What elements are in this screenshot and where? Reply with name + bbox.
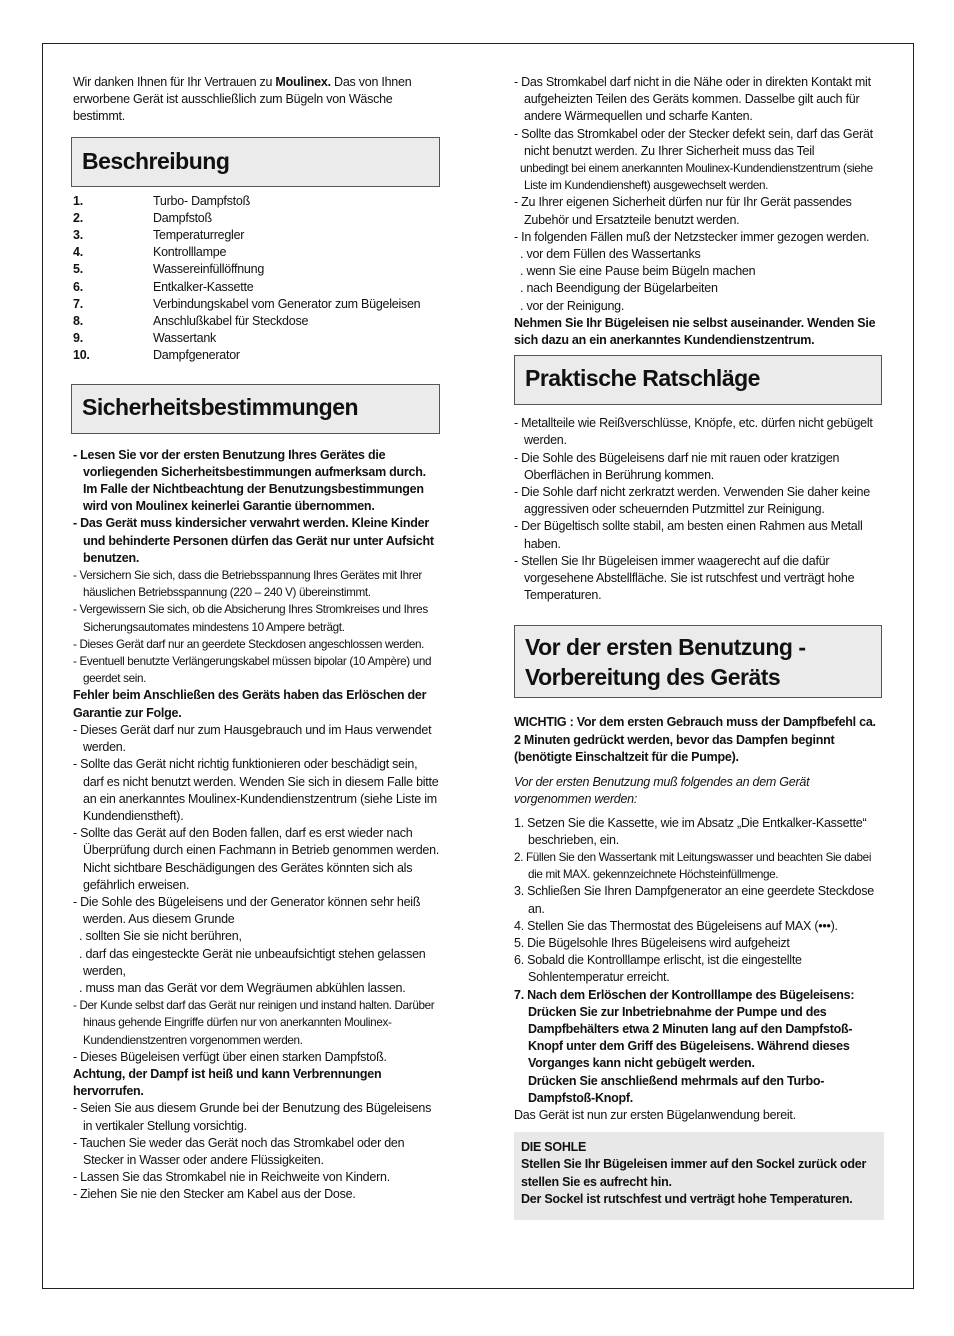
part-number: 4. bbox=[73, 245, 83, 260]
part-number: 2. bbox=[73, 210, 83, 225]
steps-list bbox=[514, 815, 884, 1107]
safety-item: . sollten Sie sie nicht berühren, bbox=[79, 929, 242, 944]
safety-item: Achtung, der Dampf ist heiß und kann Verbrennungen hervorrufen. bbox=[73, 1066, 382, 1099]
step-item: 6. Sobald die Kontrolllampe erlischt, ist die eingestellte Sohlentemperatur erreicht. bbox=[514, 953, 802, 985]
part-number: 5. bbox=[73, 262, 83, 277]
safety-item: - Sollte das Stromkabel oder der Stecker defekt sein, darf das Gerät nicht benutzt werden. Zu Ihrer Sicherheit muss das Teil bbox=[514, 126, 873, 158]
safety-item: - Dieses Bügeleisen verfügt über einen starken Dampfstoß. bbox=[73, 1049, 387, 1064]
safety-item: - Eventuell benutzte Verlängerungskabel müssen bipolar (10 Ampère) und geerdet sein. bbox=[73, 655, 432, 686]
intro-brand: Moulinex. bbox=[275, 75, 331, 89]
safety-item: . muss man das Gerät vor dem Wegräumen abkühlen lassen. bbox=[79, 980, 406, 995]
part-number: 7. bbox=[73, 296, 83, 311]
part-number: 3. bbox=[73, 228, 83, 243]
intro-text bbox=[73, 74, 441, 126]
part-label: Turbo- Dampfstoß bbox=[153, 193, 250, 208]
part-label: Kontrolllampe bbox=[153, 245, 227, 260]
intro-post: Das von Ihnen erworbene Gerät ist ausschließlich zum Bügeln von Wäsche bestimmt. bbox=[73, 75, 412, 124]
part-label: Entkalker-Kassette bbox=[153, 279, 254, 294]
safety-item: . vor dem Füllen des Wassertanks bbox=[520, 247, 701, 262]
tip-item: - Die Sohle des Bügeleisens darf nie mit rauen oder kratzigen Oberflächen in Berührung kommen. bbox=[514, 450, 840, 482]
before-use-note: Vor der ersten Benutzung muß folgendes an dem Gerät vorgenommen werden: bbox=[514, 775, 810, 807]
safety-item: . wenn Sie eine Pause beim Bügeln machen bbox=[520, 264, 756, 279]
heading-safety: Sicherheitsbestimmungen bbox=[71, 384, 440, 434]
step-item: 1. Setzen Sie die Kassette, wie im Absatz „Die Entkalker-Kassette“ beschrieben, ein. bbox=[514, 815, 867, 847]
step-item: 4. Stellen Sie das Thermostat des Bügeleisens auf MAX (•••). bbox=[514, 918, 838, 933]
safety-item: - Das Gerät muss kindersicher verwahrt werden. Kleine Kinder und behinderte Personen dürfen das Gerät nur unter Aufsicht benutzen. bbox=[73, 516, 434, 565]
tip-item: - Die Sohle darf nicht zerkratzt werden. Verwenden Sie daher keine aggressiven oder scheuernden Putzmittel zur Reinigung. bbox=[514, 485, 870, 517]
important-note: WICHTIG : Vor dem ersten Gebrauch muss der Dampfbefehl ca. 2 Minuten gedrückt werden, bevor das Dampfen beginnt (benötigte Einschaltzeit für die Pumpe). bbox=[514, 715, 876, 764]
part-label: Temperaturregler bbox=[153, 228, 245, 243]
safety-item: - Vergewissern Sie sich, ob die Absicherung Ihres Stromkreises und Ihres Sicherungsautomates mindestens 10 Ampere beträgt. bbox=[73, 603, 428, 634]
safety-item: - Ziehen Sie nie den Stecker am Kabel aus der Dose. bbox=[73, 1187, 356, 1202]
part-label: Dampfgenerator bbox=[153, 348, 240, 363]
part-number: 8. bbox=[73, 314, 83, 329]
part-label: Verbindungskabel vom Generator zum Bügeleisen bbox=[153, 296, 421, 311]
tip-item: - Der Bügeltisch sollte stabil, am besten einen Rahmen aus Metall haben. bbox=[514, 519, 863, 551]
part-label: Wassereinfüllöffnung bbox=[153, 262, 265, 277]
safety-item: - Dieses Gerät darf nur an geerdete Steckdosen angeschlossen werden. bbox=[73, 637, 425, 651]
part-number: 6. bbox=[73, 279, 83, 294]
heading-first-use bbox=[514, 625, 882, 698]
part-number: 1. bbox=[73, 193, 83, 208]
part-item bbox=[73, 210, 441, 227]
safety-item: - Lesen Sie vor der ersten Benutzung Ihres Gerätes die vorliegenden Sicherheitsbestimmungen aufmerksam durch. Im Falle der Nichtbeachtung der Benutzungsbestimmungen wird von Moulinex keinerlei Garantie übernommen. bbox=[73, 447, 426, 514]
safety-item: . nach Beendigung der Bügelarbeiten bbox=[520, 281, 718, 296]
heading-tips: Praktische Ratschläge bbox=[514, 355, 882, 405]
part-item bbox=[73, 296, 441, 313]
heading-description: Beschreibung bbox=[71, 137, 440, 187]
step-item: 7. Nach dem Erlöschen der Kontrolllampe des Bügeleisens: Drücken Sie zur Inbetriebnahme der Pumpe und des Dampfbehälters etwa 2 Minuten lang auf den Dampfstoß-Knopf unter dem Griff des Bügeleisens. Während dieses Vorganges kann nicht gebügelt werden. bbox=[514, 987, 855, 1071]
sole-box bbox=[514, 1132, 884, 1220]
part-item bbox=[73, 313, 441, 330]
part-item bbox=[73, 347, 441, 364]
heading-first-use-line1: Vor der ersten Benutzung - bbox=[525, 634, 806, 661]
part-item bbox=[73, 244, 441, 261]
safety-item: - Das Stromkabel darf nicht in die Nähe oder in direkten Kontakt mit aufgeheizten Teilen des Geräts kommen. Dasselbe gilt auch für andere Wärmequellen und scharfe Kanten. bbox=[514, 75, 871, 124]
sole-title: DIE SOHLE bbox=[521, 1140, 587, 1155]
safety-item: - Seien Sie aus diesem Grunde bei der Benutzung des Bügeleisens in vertikaler Stellung vorsichtig. bbox=[73, 1101, 432, 1133]
safety-list bbox=[73, 447, 441, 1204]
part-number: 9. bbox=[73, 331, 83, 346]
safety-item: - Lassen Sie das Stromkabel nie in Reichweite von Kindern. bbox=[73, 1170, 390, 1185]
safety-item: unbedingt bei einem anerkannten Moulinex-Kundendienstzentrum (siehe Liste im Kundendiensheft) ausgewechselt werden. bbox=[520, 162, 873, 193]
right-column bbox=[514, 74, 884, 1220]
tip-item: - Stellen Sie Ihr Bügeleisen immer waagerecht auf die dafür vorgesehene Abstellfläche. Sie ist rutschfest und verträgt hohe Temperaturen. bbox=[514, 553, 855, 603]
part-item bbox=[73, 330, 441, 347]
intro-pre: Wir danken Ihnen für Ihr Vertrauen zu bbox=[73, 75, 276, 89]
safety-item: - Sollte das Gerät nicht richtig funktionieren oder beschädigt sein, darf es nicht benutzt werden. Wenden Sie sich in diesem Falle bitte an ein anerkanntes Moulinex-Kundendienstzentrum (siehe Liste im Kundendienstheft). bbox=[73, 757, 439, 823]
safety-item: - Die Sohle des Bügeleisens und der Generator können sehr heiß werden. Aus diesem Grunde bbox=[73, 894, 421, 927]
part-item bbox=[73, 279, 441, 296]
step-item: 5. Die Bügelsohle Ihres Bügeleisens wird aufgeheizt bbox=[514, 935, 790, 950]
safety-item: - Zu Ihrer eigenen Sicherheit dürfen nur für Ihr Gerät passendes Zubehör und Ersatzteile benutzt werden. bbox=[514, 195, 852, 227]
part-item bbox=[73, 261, 441, 278]
safety-item: . vor der Reinigung. bbox=[520, 298, 625, 313]
part-item bbox=[73, 227, 441, 244]
part-label: Dampfstoß bbox=[153, 210, 212, 225]
safety-item: . darf das eingesteckte Gerät nie unbeaufsichtigt stehen gelassen werden, bbox=[79, 946, 426, 978]
safety-continued-list bbox=[514, 74, 884, 349]
tip-item: - Metallteile wie Reißverschlüsse, Knöpfe, etc. dürfen nicht gebügelt werden. bbox=[514, 416, 873, 448]
part-item bbox=[73, 193, 441, 210]
part-label: Anschlußkabel für Steckdose bbox=[153, 314, 309, 329]
tips-list bbox=[514, 415, 884, 604]
parts-list bbox=[73, 193, 441, 365]
left-column bbox=[73, 74, 441, 1204]
sole-text-1: Stellen Sie Ihr Bügeleisen immer auf den Sockel zurück oder stellen Sie es aufrecht hin. bbox=[521, 1157, 867, 1189]
safety-item: - Dieses Gerät darf nur zum Hausgebrauch und im Haus verwendet werden. bbox=[73, 722, 432, 755]
safety-item: Fehler beim Anschließen des Geräts haben das Erlöschen der Garantie zur Folge. bbox=[73, 688, 427, 720]
step-item: 2. Füllen Sie den Wassertank mit Leitungswasser und beachten Sie dabei die mit MAX. gekennzeichnete Höchsteinfüllmenge. bbox=[514, 850, 872, 882]
safety-item: Nehmen Sie Ihr Bügeleisen nie selbst auseinander. Wenden Sie sich dazu an ein anerkanntes Kundendienstzentrum. bbox=[514, 315, 876, 348]
safety-item: - Sollte das Gerät auf den Boden fallen, darf es erst wieder nach Überprüfung durch einen Fachmann in Betrieb genommen werden. Nicht sichtbare Beschädigungen des Gerätes könnten sich als gefährlich erweisen. bbox=[73, 826, 440, 892]
part-number: 10. bbox=[73, 348, 90, 363]
safety-item: - Versichern Sie sich, dass die Betriebsspannung Ihres Gerätes mit Ihrer häuslichen Betriebsspannung (220 – 240 V) übereinstimmt. bbox=[73, 569, 422, 600]
safety-item: - In folgenden Fällen muß der Netzstecker immer gezogen werden. bbox=[514, 229, 870, 244]
safety-item: - Tauchen Sie weder das Gerät noch das Stromkabel oder den Stecker in Wasser oder andere Flüssigkeiten. bbox=[73, 1135, 405, 1167]
ready-text: Das Gerät ist nun zur ersten Bügelanwendung bereit. bbox=[514, 1107, 796, 1122]
step-item: 3. Schließen Sie Ihren Dampfgenerator an eine geerdete Steckdose an. bbox=[514, 884, 874, 916]
heading-first-use-line2: Vorbereitung des Geräts bbox=[525, 664, 781, 691]
step-item: Drücken Sie anschließend mehrmals auf den Turbo-Dampfstoß-Knopf. bbox=[528, 1073, 825, 1105]
safety-item: - Der Kunde selbst darf das Gerät nur reinigen und instand halten. Darüber hinaus gehende Eingriffe dürfen nur von anerkannten Moulinex-Kundendienstzentren vorgenommen werden. bbox=[73, 999, 435, 1047]
part-label: Wassertank bbox=[153, 331, 217, 346]
sole-text-2: Der Sockel ist rutschfest und verträgt hohe Temperaturen. bbox=[521, 1191, 853, 1206]
